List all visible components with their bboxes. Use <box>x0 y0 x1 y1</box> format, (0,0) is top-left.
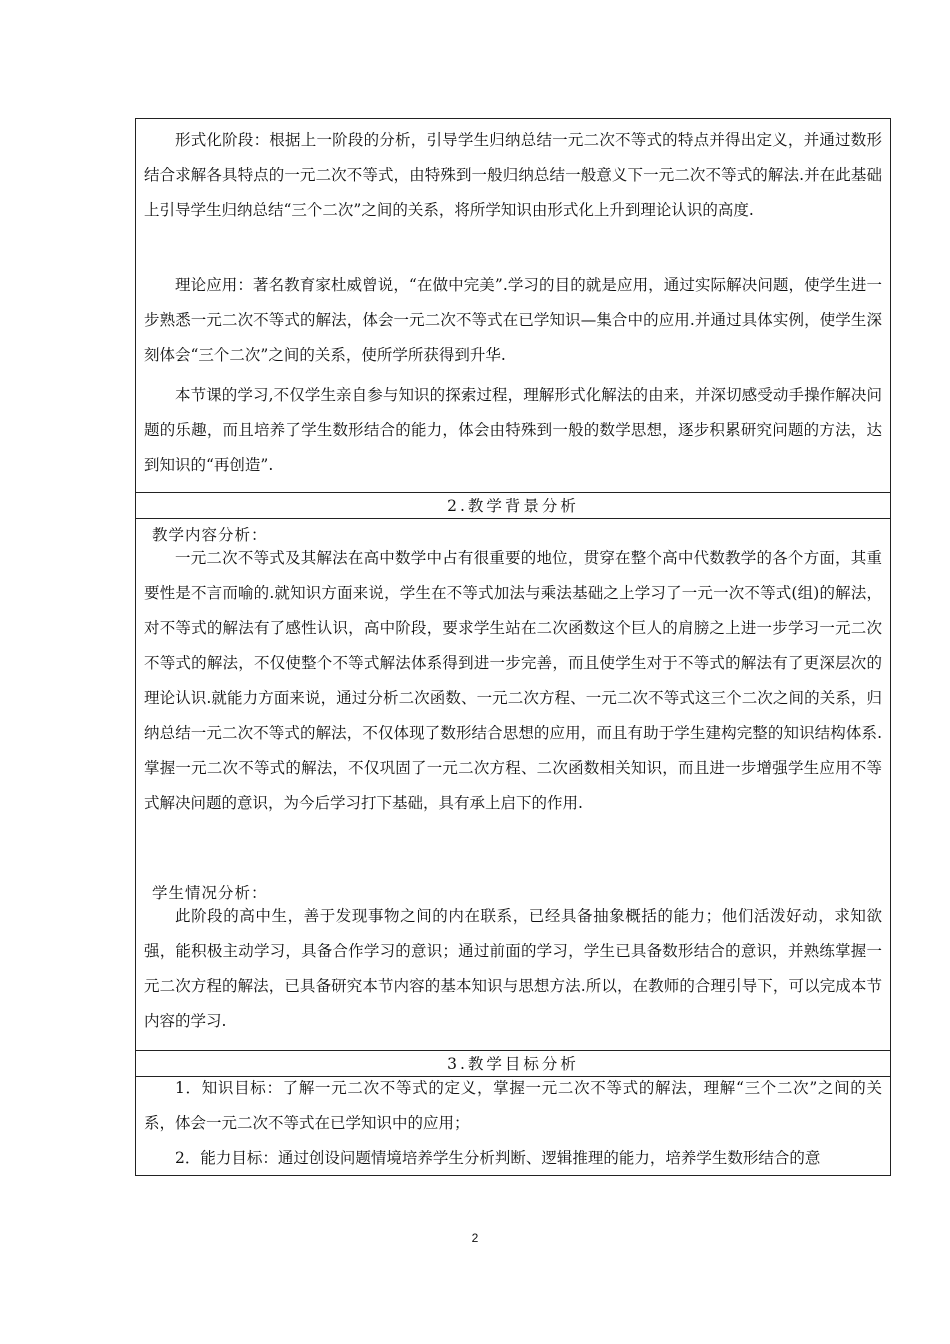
section-heading-objectives: 3.教学目标分析 <box>447 1055 579 1073</box>
objective-ability: 2．能力目标：通过创设问题情境培养学生分析判断、逻辑推理的能力，培养学生数形结合的意 <box>175 1149 821 1167</box>
content-analysis-text: 一元二次不等式及其解法在高中数学中占有很重要的地位，贯穿在整个高中代数教学的各个方面，其重要性是不言而喻的.就知识方面来说，学生在不等式加法与乘法基础之上学习了一元一次不等式(组)的解法，对不等式的解法有了感性认识，高中阶段，要求学生站在二次函数这个巨人的肩膀之上进一步学习一元二次不等式的解法，不仅使整个不等式解法体系得到进一步完善，而且使学生对于不等式的解法有了更深层次的理论认识.就能力方面来说，通过分析二次函数、一元二次方程、一元二次不等式这三个二次之间的关系，归纳总结一元二次不等式的解法，不仅体现了数形结合思想的应用，而且有助于学生建构完整的知识结构体系.掌握一元二次不等式的解法，不仅巩固了一元二次方程、二次函数相关知识，而且进一步增强学生应用不等式解决问题的意识，为今后学习打下基础，具有承上启下的作用. <box>144 549 882 812</box>
objectives-content-cell <box>136 1077 890 1175</box>
lesson-plan-table <box>135 118 891 1176</box>
objective-knowledge: 1．知识目标：了解一元二次不等式的定义，掌握一元二次不等式的解法，理解“三个二次”之间的关系，体会一元二次不等式在已学知识中的应用； <box>144 1079 882 1132</box>
content-analysis-label: 教学内容分析： <box>152 526 268 544</box>
student-analysis-label: 学生情况分析： <box>152 884 268 902</box>
student-analysis-text: 此阶段的高中生，善于发现事物之间的内在联系，已经具备抽象概括的能力；他们活泼好动，求知欲强，能积极主动学习，具备合作学习的意识；通过前面的学习，学生已具备数形结合的意识，并熟练掌握一元二次方程的解法，已具备研究本节内容的基本知识与思想方法.所以，在教师的合理引导下，可以完成本节内容的学习. <box>144 907 882 1030</box>
section-heading-background: 2.教学背景分析 <box>447 497 579 515</box>
intro-cell <box>136 119 890 493</box>
paragraph-application: 理论应用：著名教育家杜威曾说，“在做中完美”.学习的目的就是应用，通过实际解决问题，使学生进一步熟悉一元二次不等式的解法，体会一元二次不等式在已学知识—集合中的应用.并通过具体实例，使学生深刻体会“三个二次”之间的关系，使所学所获得到升华. <box>144 276 882 364</box>
background-heading-cell <box>136 493 890 519</box>
paragraph-formalization: 形式化阶段：根据上一阶段的分析，引导学生归纳总结一元二次不等式的特点并得出定义，并通过数形结合求解各具特点的一元二次不等式，由特殊到一般归纳总结一般意义下一元二次不等式的解法.并在此基础上引导学生归纳总结“三个二次”之间的关系，将所学知识由形式化上升到理论认识的高度. <box>144 131 882 219</box>
paragraph-summary: 本节课的学习,不仅学生亲自参与知识的探索过程，理解形式化解法的由来，并深切感受动手操作解决问题的乐趣，而且培养了学生数形结合的能力，体会由特殊到一般的数学思想，逐步积累研究问题的方法，达到知识的“再创造”. <box>144 386 882 474</box>
page-number: 2 <box>471 1231 479 1245</box>
background-content-cell <box>136 519 890 1051</box>
objectives-heading-cell <box>136 1051 890 1077</box>
